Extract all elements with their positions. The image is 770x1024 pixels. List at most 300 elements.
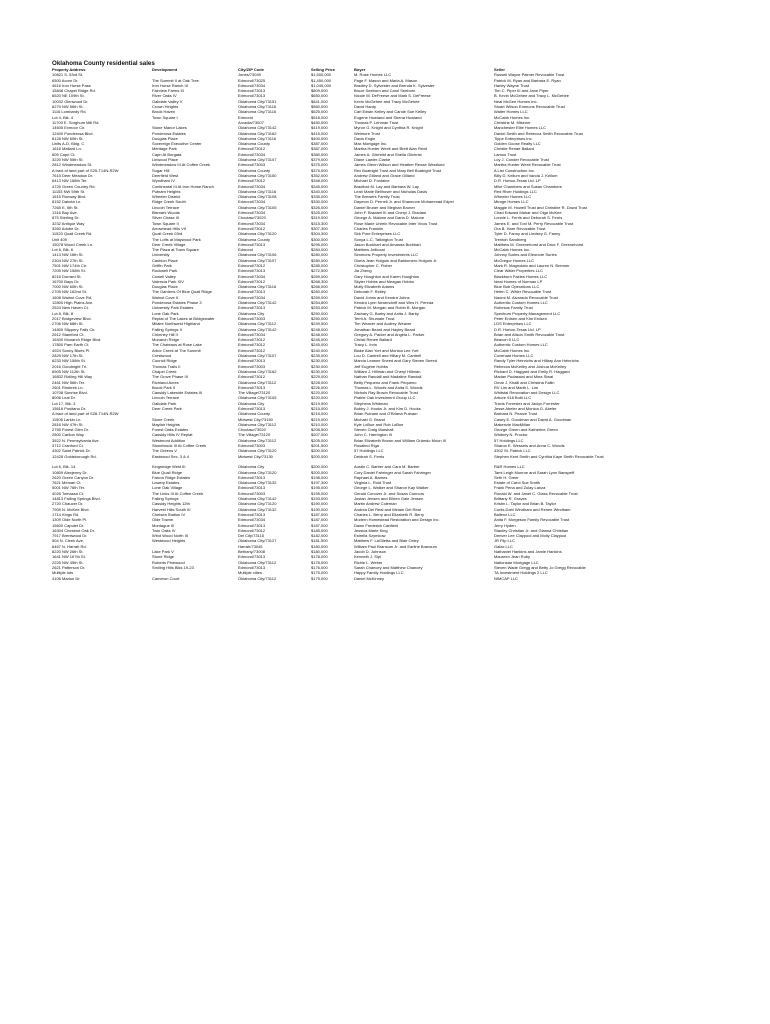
cell-buyer: Brian Elizabeth Brown and William Orlando Moon III — [354, 437, 447, 443]
cell-seller: Sharon E. Wessels and Anna C. Woods — [494, 443, 565, 449]
cell-buyer: Kenneth J. Sipl — [354, 554, 381, 560]
cell-city-zip: Oklahoma County — [238, 236, 271, 242]
cell-city-zip: Edmond/73003 — [238, 315, 266, 321]
cell-city-zip: Oklahoma City/73120 — [238, 448, 277, 454]
cell-property-address: 504 N. Cleek Ave. — [52, 538, 84, 544]
cell-property-address: Lot 4, Blk. 4 — [52, 114, 74, 120]
cell-city-zip: Edmond/73034 — [238, 220, 266, 226]
cell-selling-price: $187,000 — [311, 511, 328, 517]
cell-seller: Helen C. Witter Revocable Trust — [494, 289, 552, 295]
cell-seller: Galax LLC — [494, 543, 513, 549]
cell-seller: Chad Edward Mahar and Olga McKee — [494, 210, 562, 216]
cell-buyer: Zachary G. Barby and Anita J. Barby — [354, 310, 419, 316]
cell-city-zip: Edmond/73012 — [238, 527, 266, 533]
cell-selling-price: $315,300 — [311, 220, 328, 226]
cell-selling-price: $400,000 — [311, 135, 328, 141]
cell-city-zip: Edmond/73013 — [238, 474, 266, 480]
cell-seller: TA Investment Holdings 2 LLC — [494, 570, 548, 576]
cell-seller: Seth H. Greer — [494, 474, 519, 480]
cell-city-zip: Edmond/73034 — [238, 183, 266, 189]
cell-selling-price: $1,045,000 — [311, 82, 332, 88]
cell-development: Lincoln Terrace — [152, 204, 180, 210]
cell-city-zip: The Village/73120 — [238, 390, 271, 396]
cell-buyer: Matthew Jellicoat — [354, 247, 385, 253]
cell-buyer: Deidrah S. Ferris — [354, 453, 385, 459]
cell-buyer: Bruce Seeborn and Carol Seeborn — [354, 88, 416, 94]
cell-buyer: Gerald Conover Jr. and Susan Connors — [354, 490, 425, 496]
cell-selling-price: $809,000 — [311, 88, 328, 94]
cell-property-address: 7621 Memari Ct. — [52, 480, 82, 486]
cell-buyer: Dawn Frederick Canfield — [354, 522, 398, 528]
cell-city-zip: Edmond/73013 — [238, 485, 266, 491]
cell-seller: Madan Pudasaini and Mina Siwal — [494, 374, 554, 380]
cell-buyer: Stephens Whitman — [354, 400, 388, 406]
cell-selling-price: $230,000 — [311, 363, 328, 369]
cell-seller: Maureen Jean Ruby — [494, 554, 531, 560]
cell-selling-price: $180,000 — [311, 549, 328, 555]
cell-selling-price: $266,000 — [311, 284, 328, 290]
cell-development: Ridge Creek South — [152, 199, 186, 205]
cell-development: The Grove Phase III — [152, 374, 188, 380]
cell-buyer: William J. Hillman and Cheryl Hillman — [354, 368, 421, 374]
cell-selling-price: $319,000 — [311, 215, 328, 221]
cell-development: Lowery Estates — [152, 480, 180, 486]
cell-property-address: Multiple lots — [52, 570, 74, 576]
cell-property-address: 2755 Forest Glen Dr. — [52, 427, 90, 433]
cell-property-address: 12428 Goldsborough Rd. — [52, 453, 97, 459]
cell-seller: McCabb Homes Inc. — [494, 114, 531, 120]
cell-property-address: 1608 Walnut Cove Rd. — [52, 294, 93, 300]
cell-seller: Covenant Homes LLC — [494, 353, 534, 359]
cell-city-zip: Oklahoma City/73120 — [238, 231, 277, 237]
cell-property-address: 4725 Green Country Rd. — [52, 183, 96, 189]
table-row — [52, 454, 732, 465]
cell-city-zip: Choctaw/73020 — [238, 427, 266, 433]
cell-seller: Christie Renae Ballard — [494, 146, 535, 152]
cell-buyer: Eugene Howland and Shena Howland — [354, 114, 422, 120]
cell-city-zip: Edmond/73034 — [238, 331, 266, 337]
cell-development: Cassidy Hills IV Replat — [152, 432, 193, 438]
cell-selling-price: $254,800 — [311, 300, 328, 306]
cell-property-address: 4302 Saint Patrick Dr. — [52, 448, 91, 454]
cell-property-address: 7000 NW 60th St. — [52, 284, 84, 290]
cell-city-zip: Edmond/73013 — [238, 522, 266, 528]
cell-city-zip: Edmond/73012 — [238, 374, 266, 380]
cell-city-zip: Oklahoma City/73142 — [238, 326, 277, 332]
cell-selling-price: $387,000 — [311, 141, 328, 147]
cell-development: Silver Chase III — [152, 215, 180, 221]
table-row — [52, 576, 732, 581]
cell-property-address: 4924 Sonny Blues Pl. — [52, 347, 91, 353]
cell-seller: Loy J. Conder Revocable Trust — [494, 157, 549, 163]
cell-development: Linwood Place — [152, 157, 179, 163]
cell-buyer: Daniel McKinney — [354, 575, 385, 581]
cell-city-zip: Edmond/73013 — [238, 511, 266, 517]
cell-selling-price: $259,000 — [311, 294, 328, 300]
cell-buyer: Austin C. Barber and Cara M. Barber — [354, 464, 420, 470]
cell-city-zip: Edmond/73034 — [238, 199, 266, 205]
cell-city-zip: Del City/73115 — [238, 533, 264, 539]
cell-city-zip: Edmond/73013 — [238, 268, 266, 274]
cell-property-address: 1309 Olde North Pl. — [52, 517, 88, 523]
cell-selling-price: $215,000 — [311, 406, 328, 411]
cell-development: Chapel Creek — [152, 368, 177, 374]
cell-seller: McGregor Homes LLC — [494, 257, 535, 263]
cell-selling-price: $284,000 — [311, 247, 328, 253]
cell-selling-price: $249,500 — [311, 321, 328, 327]
cell-buyer: Steven Craig Marshall — [354, 427, 394, 433]
cell-buyer: Skyler Hobbs and Meagan Hobbs — [354, 278, 414, 284]
cell-seller: Daniel Smith and Rebecca Smith Revocable Trust — [494, 130, 583, 136]
cell-selling-price: $187,000 — [311, 517, 328, 523]
cell-development: Replat of The Lakes at Bridgewater — [152, 315, 215, 321]
cell-buyer: Cory Daniel Fahringer and Sarah Fahringer — [354, 469, 431, 475]
cell-city-zip: Oklahoma City/73132 — [238, 506, 277, 512]
cell-development: Windmeadow III At Coffee Creek — [152, 162, 210, 168]
cell-property-address: 8006 Leal Dr. — [52, 395, 76, 401]
cell-selling-price: $195,000 — [311, 490, 328, 496]
cell-buyer: Justan Jensen and Eileen Gale Jensen — [354, 496, 424, 502]
cell-selling-price: $272,500 — [311, 268, 328, 274]
cell-selling-price: $190,000 — [311, 506, 328, 512]
cell-seller: Mark R. Magnolato and Lauren N. Brenner — [494, 262, 570, 268]
cell-buyer: Estrella Szymkow — [354, 533, 386, 539]
cell-city-zip: Oklahoma City/73120 — [238, 469, 277, 475]
cell-property-address: 16700 Bays Dr. — [52, 278, 80, 284]
cell-development: Douglas Place — [152, 284, 178, 290]
cell-development: The Greens V — [152, 448, 177, 454]
cell-property-address: 14813 Falling Springs Blvd. — [52, 496, 101, 502]
cell-seller: R&R Homes LLC — [494, 464, 525, 470]
cell-seller: Ora B. Hare Revocable Trust — [494, 225, 546, 231]
cell-buyer: John F. Bradam III and Cheryl J. Bradam — [354, 210, 427, 216]
cell-buyer: James Glenn Wilson and Heather Renae Westlund — [354, 162, 445, 168]
cell-buyer: Tim Weaver and Audrey Weaver — [354, 321, 412, 327]
cell-selling-price: $375,000 — [311, 167, 328, 173]
cell-selling-price: $198,000 — [311, 474, 328, 480]
cell-selling-price: $295,000 — [311, 241, 328, 247]
cell-property-address: 16400 Monarch Ridge Blvd. — [52, 337, 102, 343]
cell-city-zip: Edmond/73012 — [238, 347, 266, 353]
cell-seller: Trenton Sandberg — [494, 236, 527, 242]
cell-city-zip: Harrah/73045 — [238, 543, 263, 549]
cell-property-address: 2225 NW 45th St. — [52, 559, 84, 565]
cell-buyer: Nathan Randall and Madaline Randall — [354, 374, 422, 380]
cell-buyer: David Hardy — [354, 104, 377, 110]
cell-city-zip: The Village/73120 — [238, 432, 271, 438]
cell-seller: Naomi M. Alvarado Revocable Trust — [494, 294, 558, 300]
cell-seller: Jerry Hyden — [494, 522, 516, 528]
cell-city-zip: Oklahoma City/73150 — [238, 172, 277, 178]
cell-buyer: Molly Elizabeth Adams — [354, 284, 395, 290]
cell-selling-price: $215,000 — [311, 416, 328, 422]
cell-development: Brook Park II — [152, 384, 176, 390]
cell-seller: Randy Tyler Heinrichs and Hillary Ann Heinrichs — [494, 358, 579, 364]
cell-development: Stone Creek — [152, 416, 175, 422]
cell-development: Lone Oak Park — [152, 310, 179, 316]
cell-selling-price: $207,000 — [311, 432, 328, 438]
cell-buyer: Leah Marie Bellhover and Nicholas Davis — [354, 188, 428, 194]
cell-seller: Clear Water Properties LLC — [494, 268, 543, 274]
cell-selling-price: $200,000 — [311, 453, 328, 459]
cell-city-zip: Oklahoma City — [238, 464, 265, 470]
cell-property-address: 15600 Capulet Dr. — [52, 522, 85, 528]
cell-property-address: 6905 NW 112th St. — [52, 368, 86, 374]
cell-buyer: Page F. Mason and Maria A. Mason — [354, 77, 418, 83]
cell-buyer: M. Rose Homes LLC — [354, 72, 392, 78]
cell-selling-price: $269,000 — [311, 273, 328, 279]
cell-selling-price: $175,000 — [311, 570, 328, 576]
cell-property-address: 605 Capri Ct. — [52, 151, 76, 157]
cell-seller: Christine M. Misener — [494, 119, 531, 125]
cell-city-zip: Oklahoma City/73105 — [238, 204, 277, 210]
cell-buyer: Nicole M. DeFreese and Mark S. DeFreese — [354, 93, 431, 99]
header-development: Development — [152, 67, 178, 72]
cell-buyer: Gregory A. Parker and Angela L. Parker — [354, 331, 425, 337]
cell-property-address: 7909 N. McKee Blvd. — [52, 506, 90, 512]
cell-city-zip: Edmond/73013 — [238, 241, 266, 247]
cell-property-address: 2017 Bridgeview Blvd. — [52, 315, 92, 321]
cell-development: Wheeler District — [152, 194, 181, 200]
cell-development: Blue Quail Ridge — [152, 469, 183, 475]
cell-buyer: Kevin McGehee and Tracy McGehee — [354, 98, 420, 104]
cell-seller: Tim C. Piper III and Jane Piper — [494, 88, 549, 94]
cell-development: Cowell Valley — [152, 273, 176, 279]
cell-selling-price: $304,300 — [311, 231, 328, 237]
cell-buyer: Blake Alan Yort and Monica Lee Yort — [354, 347, 419, 353]
cell-city-zip: Oklahoma City/73162 — [238, 368, 277, 374]
cell-selling-price: $345,000 — [311, 183, 328, 189]
cell-seller: Stephen Kent Smith and Cynthia Kaye Smith Revocable Trust — [494, 453, 604, 459]
sales-document — [52, 60, 732, 581]
cell-property-address: Unit 409 — [52, 236, 67, 242]
cell-selling-price: $200,000 — [311, 448, 328, 454]
cell-buyer: Deborah F. Ridley — [354, 289, 386, 295]
cell-selling-price: $280,000 — [311, 257, 328, 263]
cell-development: Rockwell Park — [152, 268, 178, 274]
cell-seller: Ideal Homes of Norman LP — [494, 278, 543, 284]
cell-city-zip: Oklahoma City/73112 — [238, 379, 277, 385]
cell-property-address: 12400 Ponderosa Blvd. — [52, 130, 94, 136]
cell-buyer: David Johns and Kendra Johns — [354, 294, 410, 300]
cell-seller: Rebecca McKelley and Joshua McKelley — [494, 363, 567, 369]
cell-buyer: Richie L. Weber — [354, 559, 383, 565]
cell-seller: Whitstal Renovation and Design LLC — [494, 390, 560, 396]
cell-buyer: Carl Edwin Kelley and Carole Sue Kelley — [354, 109, 427, 115]
cell-property-address: 3260 Adobe Dr. — [52, 225, 80, 231]
cell-selling-price: $415,000 — [311, 130, 328, 136]
header-city-zip: City/ZIP Code — [238, 67, 264, 72]
cell-buyer: Jacob D. Johnson — [354, 549, 387, 555]
cell-property-address: 1616 Mallard Ln. — [52, 146, 82, 152]
cell-seller: Casey E. Goodman and David A. Goodman — [494, 416, 572, 422]
cell-selling-price: $182,000 — [311, 533, 328, 539]
cell-buyer: Andrew Gilland and Grace Gilland — [354, 172, 415, 178]
cell-city-zip: Edmond/73034 — [238, 517, 266, 523]
cell-selling-price: $348,000 — [311, 178, 328, 184]
cell-development: Deer Creek Park — [152, 406, 182, 411]
cell-development: Lake Park V — [152, 549, 174, 555]
cell-seller: Spectrum Property Management LLC — [494, 310, 561, 316]
cell-development: Quail Creek 03rd — [152, 231, 183, 237]
cell-development: The Chateaus at Rose Lake — [152, 342, 202, 348]
cell-seller: McCabb Homes Inc. — [494, 247, 531, 253]
cell-property-address: 2706 NW 68th St. — [52, 321, 84, 327]
cell-selling-price: $280,000 — [311, 252, 328, 258]
cell-buyer: Thomas P. Lehman Trust — [354, 119, 399, 125]
cell-buyer: Marcia Leanne Sneed and Gary Steven Sneed — [354, 358, 437, 364]
cell-seller: Brittany R. Graves — [494, 496, 527, 502]
cell-property-address: 10809 Alexjenny Dr. — [52, 469, 88, 475]
cell-property-address: 10708 Sunrise Blvd. — [52, 390, 88, 396]
cell-development: Lincoln Terrace — [152, 395, 180, 401]
cell-selling-price: $379,000 — [311, 157, 328, 163]
cell-development: Westwood Heights — [152, 538, 186, 544]
cell-city-zip: Edmond/73034 — [238, 151, 266, 157]
cell-buyer: Christopher C. Fisher — [354, 262, 393, 268]
cell-seller: Anita F. Morgeson Family Revocable Trust — [494, 517, 570, 523]
cell-development: The Lofts at Maywood Park — [152, 236, 201, 242]
cell-buyer: Sirk Pure Enterprises LLC — [354, 231, 401, 237]
sales-table-body — [52, 72, 732, 581]
cell-selling-price: $208,500 — [311, 427, 328, 433]
cell-selling-price: $250,000 — [311, 310, 328, 316]
cell-development: Smiling Hills Blks 19-23 — [152, 564, 194, 570]
cell-selling-price: $375,000 — [311, 162, 328, 168]
cell-selling-price: $240,000 — [311, 347, 328, 353]
cell-city-zip: Edmond/73034 — [238, 273, 266, 279]
cell-buyer: Jason Burkhart and Amanda Burkhart — [354, 241, 421, 247]
cell-city-zip: Multiple cities — [238, 570, 263, 576]
cell-city-zip: Jones/73049 — [238, 72, 261, 78]
cell-seller: Whitney N. Proctor — [494, 432, 528, 438]
cell-city-zip: Edmond/73003 — [238, 490, 266, 496]
cell-buyer: Virginia L. Rold Trust — [354, 480, 392, 486]
cell-city-zip: Oklahoma City/73107 — [238, 353, 277, 359]
cell-seller: Golden Goose Realty LLC — [494, 141, 541, 147]
cell-development: Crown Heights — [152, 104, 179, 110]
cell-seller: Patrick M. Ryan and Barbara E. Ryan — [494, 77, 561, 83]
cell-development: Capri At Borgata — [152, 151, 182, 157]
cell-development: Stonebrook III At Coffee Creek — [152, 443, 207, 449]
cell-city-zip: Oklahoma City/73108 — [238, 194, 277, 200]
cell-seller: Russell Wayne Palmer Revocable Trust — [494, 72, 565, 78]
cell-property-address: 2816 NW 47th St. — [52, 421, 84, 427]
cell-buyer: Betty Pequeno and Frank Pequeno — [354, 379, 417, 385]
cell-property-address: 1413 NW 16th St. — [52, 252, 84, 258]
cell-development: Putnam Heights — [152, 188, 181, 194]
cell-property-address: 3522 N. Pennsylvania Ave. — [52, 437, 100, 443]
cell-property-address: 3232 Antique Way — [52, 220, 85, 226]
cell-selling-price: $1,450,000 — [311, 77, 332, 83]
cell-property-address: 2524 New Haven Ct. — [52, 305, 89, 311]
cell-selling-price: $285,000 — [311, 262, 328, 268]
cell-buyer: Modern Homestead Restoration and Design Inc. — [354, 517, 440, 523]
cell-property-address: 8128 NW 60th St. — [52, 135, 84, 141]
cell-seller: Authentic Custom Homes LLC — [494, 342, 548, 348]
cell-property-address: Lot 6, Blk. 6 — [52, 247, 74, 253]
cell-development: Meritage Park — [152, 146, 177, 152]
cell-seller: Tippe Enterprises Inc. — [494, 135, 533, 141]
cell-development: Bismark Woods — [152, 210, 180, 216]
cell-development: Town Square II — [152, 220, 179, 226]
cell-property-address: 1641 NW 167th St. — [52, 554, 86, 560]
cell-development: Stone Ridge — [152, 554, 175, 560]
cell-buyer: Diane Lawler-Clarke — [354, 157, 391, 163]
cell-development: Eastwood Sec. 3 & 4 — [152, 453, 190, 459]
cell-seller: Billy D. Kellum and Vanda J. Kellum — [494, 172, 558, 178]
cell-city-zip: Midwest City/73150 — [238, 416, 273, 422]
cell-city-zip: Edmond/73034 — [238, 294, 266, 300]
cell-city-zip: Edmond/73034 — [238, 82, 266, 88]
cell-property-address: 15078 Wood Creek Ln. — [52, 241, 94, 247]
cell-buyer: George A. Malone and Darla D. Malone — [354, 215, 425, 221]
cell-selling-price: $197,300 — [311, 480, 328, 486]
cell-city-zip: Edmond/73012 — [238, 262, 266, 268]
cell-city-zip: Edmond/73003 — [238, 162, 266, 168]
cell-city-zip: Midwest City/73130 — [238, 453, 273, 459]
cell-seller: Red River Holdings LLC — [494, 188, 537, 194]
cell-property-address: 6500 Acorn Dr. — [52, 77, 79, 83]
cell-development: Monarch Ridge — [152, 337, 180, 343]
cell-development: Ponderosa Estates — [152, 130, 186, 136]
cell-selling-price: $387,000 — [311, 146, 328, 152]
cell-seller: Blackburn Fairies Homes LLC — [494, 273, 548, 279]
cell-buyer: Happy Family Holdings LLC — [354, 570, 404, 576]
cell-buyer: Thomas L. Woods and Anita S. Woods — [354, 384, 423, 390]
cell-selling-price: $326,000 — [311, 204, 328, 210]
cell-seller: Ballenz LLC — [494, 511, 516, 517]
cell-city-zip: Edmond — [238, 247, 253, 253]
cell-buyer: Tracy L. Irvin — [354, 342, 377, 348]
cell-buyer: Christi Renee Ballard — [354, 337, 392, 343]
cell-seller: Beacon 5 LLC — [494, 337, 520, 343]
cell-city-zip: Bethany/73008 — [238, 549, 265, 555]
cell-seller: Ronald W. and Janet C. Glass Revocable Trust — [494, 490, 578, 496]
cell-development: The Summit II at Oak Tree — [152, 77, 199, 83]
cell-seller: Mirage Homes LLC — [494, 199, 529, 205]
cell-city-zip: Edmond/73013 — [238, 289, 266, 295]
cell-selling-price: $181,500 — [311, 538, 328, 544]
cell-buyer: James A. Gilchrist and Sheila Gilchrist — [354, 151, 422, 157]
header-property-address: Property Address — [52, 67, 86, 72]
cell-selling-price: $325,000 — [311, 210, 328, 216]
cell-buyer: Sonya L.C. Talkington Trust — [354, 236, 403, 242]
cell-property-address: 8220 NW 26th St. — [52, 549, 84, 555]
cell-development: Cashion Place — [152, 257, 178, 263]
cell-selling-price: $419,000 — [311, 125, 328, 131]
cell-property-address: 6467 N. Harrah Rd. — [52, 543, 87, 549]
cell-seller: Jesse Abeler and Monica G. Abeler — [494, 406, 557, 411]
cell-development: Oakdale Park — [152, 400, 177, 406]
cell-city-zip: Oklahoma City/73107 — [238, 257, 277, 263]
cell-seller: Mike Chambers and Susan Chambers — [494, 183, 562, 189]
cell-development: Chelsea Station IV — [152, 511, 186, 517]
cell-selling-price: $335,000 — [311, 194, 328, 200]
cell-seller: Makenzie MacMillan — [494, 421, 531, 427]
cell-selling-price: $352,000 — [311, 172, 328, 178]
cell-city-zip: Edmond/73013 — [238, 305, 266, 311]
cell-selling-price: $518,000 — [311, 114, 328, 120]
cell-property-address: 2016 Goodnight Trl. — [52, 363, 88, 369]
cell-property-address: 3712 Cranford Ct. — [52, 443, 84, 449]
cell-city-zip: Edmond/73003 — [238, 443, 266, 449]
cell-development: Westmont Addition — [152, 437, 186, 443]
cell-seller: Curtis Dahl Windham and Renee Windham — [494, 506, 571, 512]
cell-property-address: 2620 Green Canyon Dr. — [52, 474, 95, 480]
cell-selling-price: $178,000 — [311, 559, 328, 565]
cell-selling-price: $300,000 — [311, 236, 328, 242]
